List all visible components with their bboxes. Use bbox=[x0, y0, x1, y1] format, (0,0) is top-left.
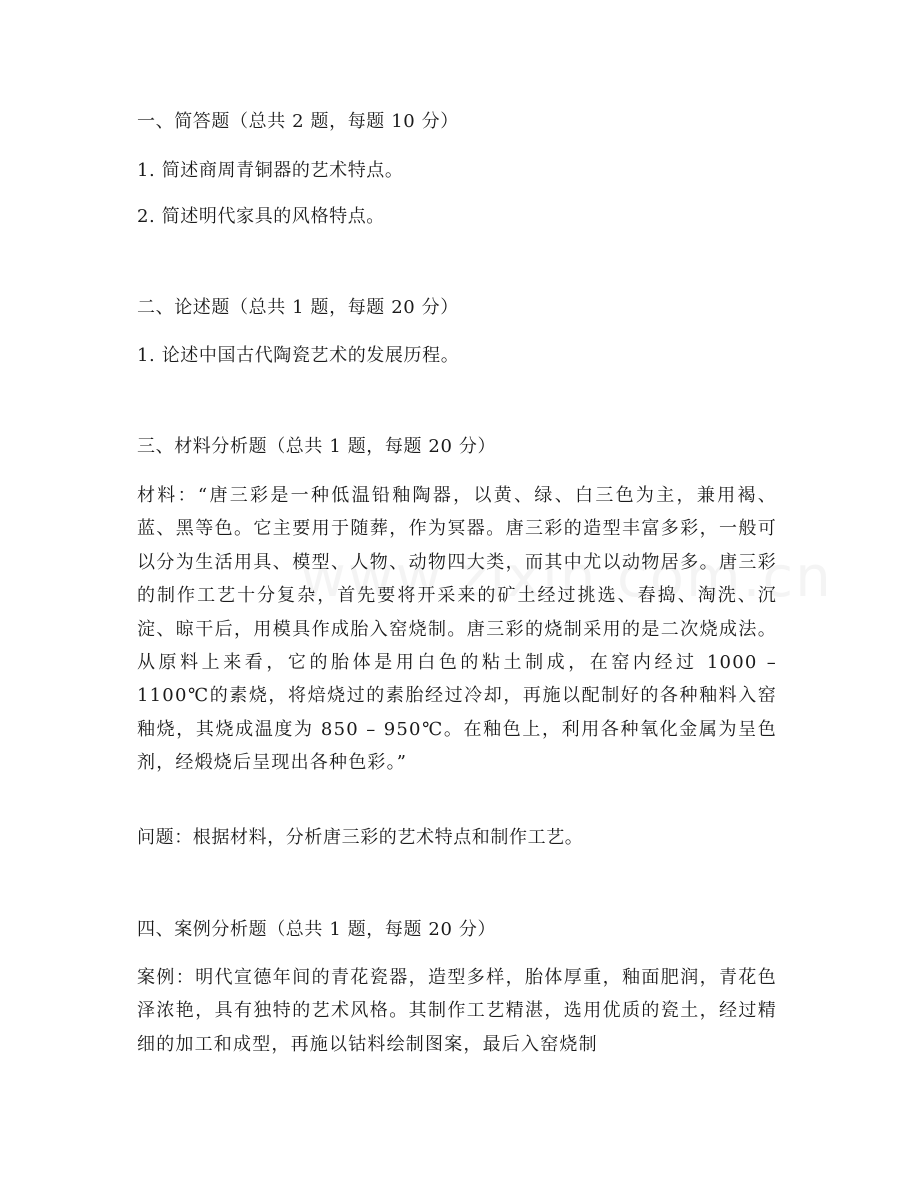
section-1-item-1: 1. 简述商周青铜器的艺术特点。 bbox=[137, 160, 404, 181]
section-3-material: 材料：“唐三彩是一种低温铅釉陶器，以黄、绿、白三色为主，兼用褐、蓝、黑等色。它主要用于随葬，作为冥器。唐三彩的造型丰富多彩，一般可以分为生活用具、模型、人物、动物四大类，而其中尤以动物居多。唐三彩的制作工艺十分复杂，首先要将开采来的矿土经过挑选、舂捣、淘洗、沉淀、晾干后，用模具作成胎入窑烧制。唐三彩的烧制采用的是二次烧成法。从原料上来看，它的胎体是用白色的粘土制成，在窑内经过 1000 – 1100℃的素烧，将焙烧过的素胎经过冷却，再施以配制好的各种釉料入窑釉烧，其烧成温度为 850 – 950℃。在釉色上，利用各种氧化金属为呈色剂，经煅烧后呈现出各种色彩。” bbox=[137, 485, 777, 774]
section-2-heading: 二、论述题（总共 1 题，每题 20 分） bbox=[137, 297, 459, 318]
section-1-heading: 一、简答题（总共 2 题，每题 10 分） bbox=[137, 111, 459, 132]
section-1-item-2: 2. 简述明代家具的风格特点。 bbox=[137, 206, 385, 227]
section-4-heading: 四、案例分析题（总共 1 题，每题 20 分） bbox=[137, 919, 497, 940]
section-3-question: 问题：根据材料，分析唐三彩的艺术特点和制作工艺。 bbox=[137, 827, 584, 848]
section-3-heading: 三、材料分析题（总共 1 题，每题 20 分） bbox=[137, 436, 497, 457]
section-4-case: 案例：明代宣德年间的青花瓷器，造型多样，胎体厚重，釉面肥润，青花色泽浓艳，具有独特的艺术风格。其制作工艺精湛，选用优质的瓷土，经过精细的加工和成型，再施以钴料绘制图案，最后入窑烧制 bbox=[137, 967, 777, 1055]
section-2-item-1: 1. 论述中国古代陶瓷艺术的发展历程。 bbox=[137, 345, 460, 366]
